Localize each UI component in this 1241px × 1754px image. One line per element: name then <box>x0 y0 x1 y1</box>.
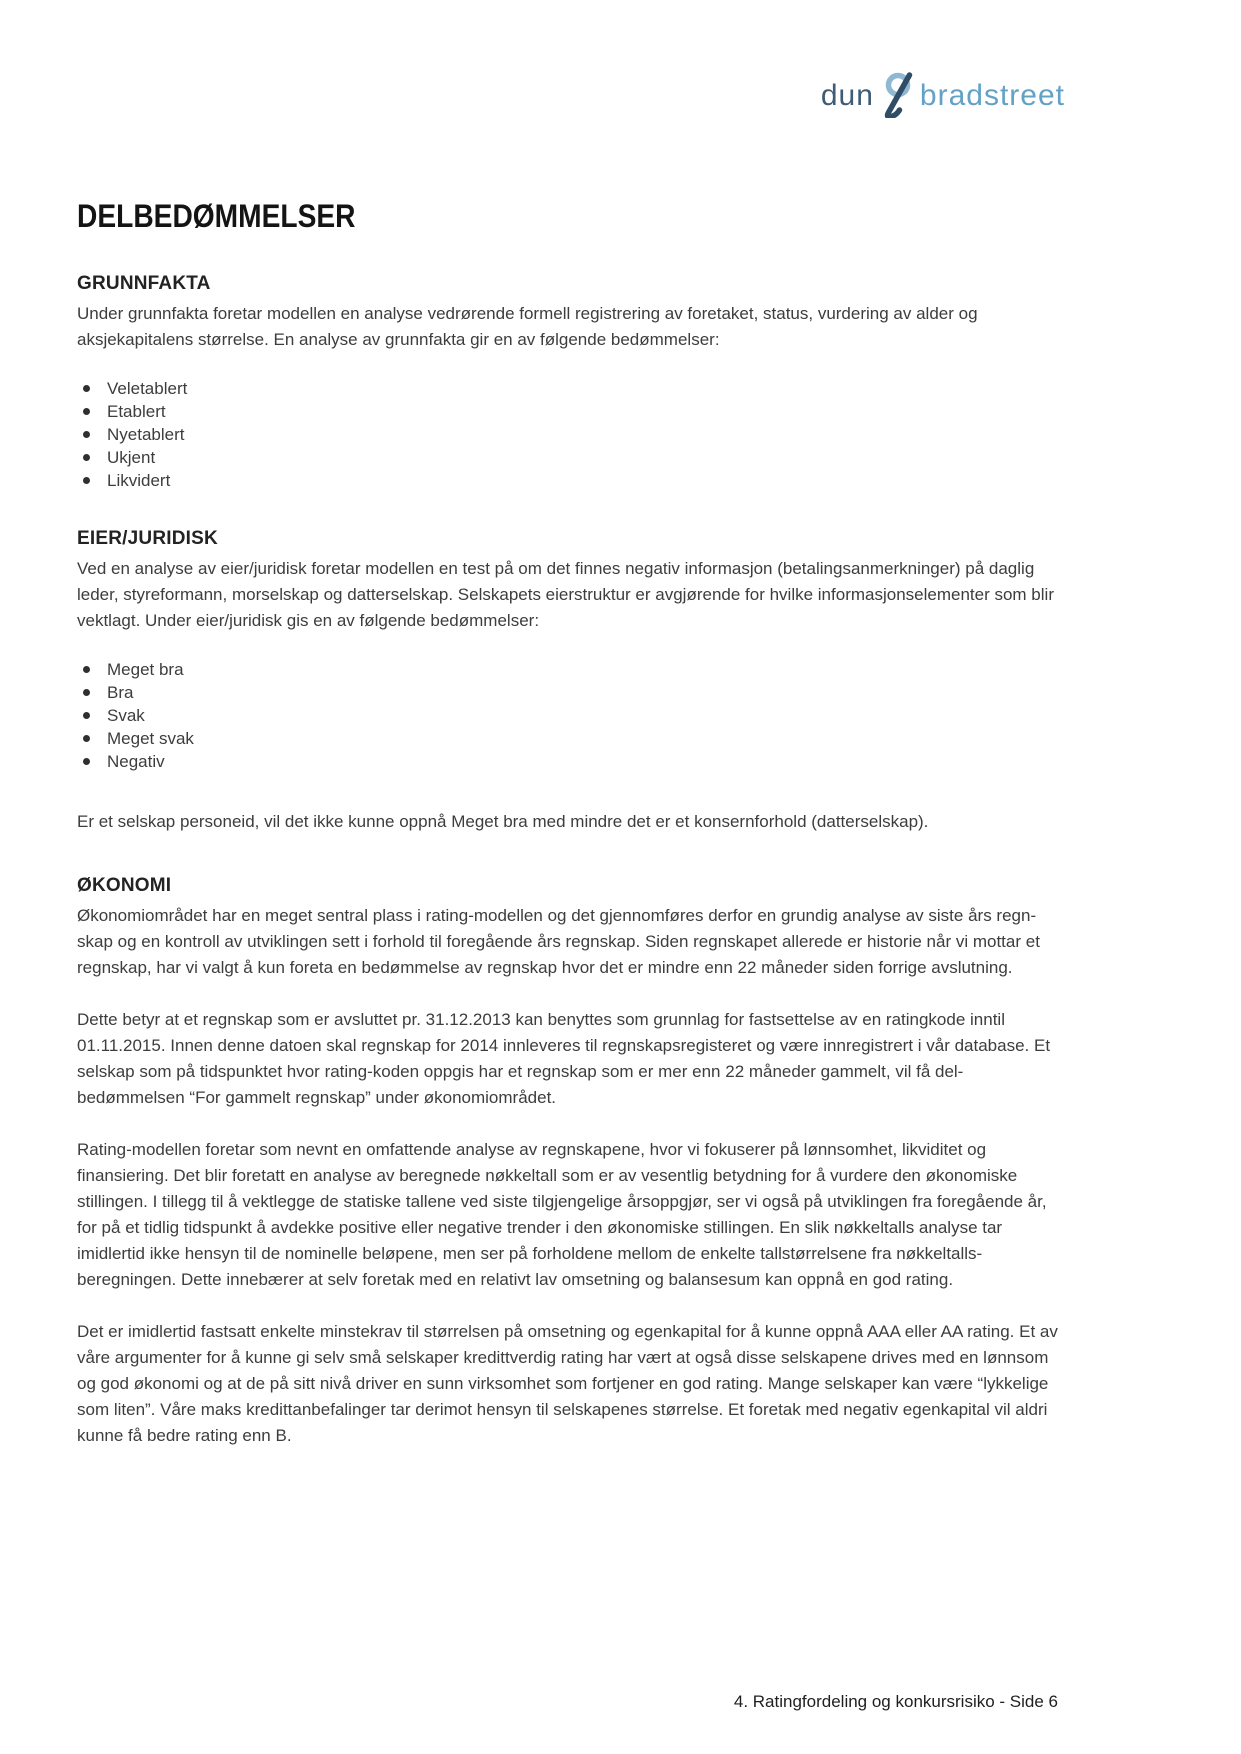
bullet-dot-icon <box>83 431 90 438</box>
section-eier-juridisk <box>77 528 1058 835</box>
okonomi-paragraph: Dette betyr at et regnskap som er avsluttet pr. 31.12.2013 kan benyttes som grunnlag for fastsettelse av en ratingkode inntil 01.11.2015. Innen denne datoen skal regnskap for 2014 innleveres til regnskapsregisteret og være innregistrert i vår database. Et selskap som på tidspunktet hvor rating-koden oppgis har et regnskap som er mer enn 22 måneder gammelt, vil få del- bedømmelsen “For gammelt regnskap” under økonomiområdet. <box>77 1010 1051 1107</box>
bullet-dot-icon <box>83 689 90 696</box>
list-item-label: Svak <box>107 706 145 725</box>
list-item-label: Negativ <box>107 752 165 771</box>
section-grunnfakta <box>77 273 1058 492</box>
ampersand-icon <box>879 72 917 123</box>
list-item <box>81 681 1058 704</box>
list-item <box>81 446 1058 469</box>
list-item <box>81 727 1058 750</box>
logo-text-bradstreet: bradstreet <box>919 78 1065 112</box>
okonomi-paragraph: Det er imidlertid fastsatt enkelte minstekrav til størrelsen på omsetning og egenkapital for å kunne oppnå AAA eller AA rating. Et av våre argumenter for å kunne gi selv små selskaper kredittverdig rating har vært at også disse selskapene drives med en lønnsom og god økonomi og at de på sitt nivå driver en sunn virksomhet som fortjener en god rating. Mange selskaper kan være “lykkelige som liten”. Våre maks kredittanbefalinger tar derimot hensyn til selskapenes størrelse. Et foretak med negativ egenkapital vil aldri kunne få bedre rating enn B. <box>77 1322 1058 1445</box>
page-title-text: DELBEDØMMELSER <box>77 198 356 234</box>
footer-text: 4. Ratingfordeling og konkursrisiko - Side 6 <box>733 1692 1058 1711</box>
grunnfakta-intro: Under grunnfakta foretar modellen en analyse vedrørende formell registrering av foretaket, status, vurdering av alder og aksjekapitalens størrelse. En analyse av grunnfakta gir en av følgende bedømmelser: <box>77 304 978 349</box>
eier-juridisk-intro: Ved en analyse av eier/juridisk foretar modellen en test på om det finnes negativ informasjon (betalingsanmerkninger) på daglig leder, styreformann, morselskap og datterselskap. Selskapets eierstruktur er avgjørende for hvilke informasjonselementer som blir vektlagt. Under eier/juridisk gis en av følgende bedømmelser: <box>77 559 1054 630</box>
bullet-dot-icon <box>83 454 90 461</box>
okonomi-heading: ØKONOMI <box>77 875 172 896</box>
list-item <box>81 377 1058 400</box>
bullet-dot-icon <box>83 477 90 484</box>
document-content <box>0 198 1241 1449</box>
list-item-label: Etablert <box>107 402 166 421</box>
list-item-label: Nyetablert <box>107 425 185 444</box>
list-item <box>81 423 1058 446</box>
list-item-label: Meget bra <box>107 660 184 679</box>
list-item <box>81 750 1058 773</box>
bullet-dot-icon <box>83 758 90 765</box>
bullet-dot-icon <box>83 735 90 742</box>
list-item <box>81 400 1058 423</box>
logo-text-dun: dun <box>820 78 874 112</box>
section-okonomi <box>77 875 1058 1449</box>
okonomi-paragraph: Økonomiområdet har en meget sentral plass i rating-modellen og det gjennomføres derfor en grundig analyse av siste års regn- skap og en kontroll av utviklingen sett i forhold til foregående års regnskap. Siden regnskapet allerede er historie når vi mottar et regnskap, har vi valgt å kun foreta en bedømmelse av regnskap hvor det er mindre enn 22 måneder siden forrige avslutning. <box>77 906 1040 977</box>
page-title <box>77 198 1058 235</box>
grunnfakta-heading: GRUNNFAKTA <box>77 273 211 294</box>
bullet-dot-icon <box>83 408 90 415</box>
grunnfakta-bullet-list <box>77 377 1058 492</box>
list-item-label: Bra <box>107 683 134 702</box>
list-item-label: Likvidert <box>107 471 171 490</box>
eier-juridisk-heading: EIER/JURIDISK <box>77 528 218 549</box>
eier-juridisk-bullet-list <box>77 658 1058 773</box>
list-item <box>81 704 1058 727</box>
dun-bradstreet-logo <box>821 70 1065 121</box>
bullet-dot-icon <box>83 712 90 719</box>
eier-juridisk-note: Er et selskap personeid, vil det ikke kunne oppnå Meget bra med mindre det er et konsernforhold (datterselskap). <box>77 812 929 831</box>
bullet-dot-icon <box>83 666 90 673</box>
list-item <box>81 658 1058 681</box>
list-item-label: Meget svak <box>107 729 194 748</box>
list-item <box>81 469 1058 492</box>
list-item-label: Veletablert <box>107 379 188 398</box>
page-footer <box>734 1692 1058 1712</box>
list-item-label: Ukjent <box>107 448 156 467</box>
okonomi-paragraph: Rating-modellen foretar som nevnt en omfattende analyse av regnskapene, hvor vi fokuserer på lønnsomhet, likviditet og finansiering. Det blir foretatt en analyse av beregnede nøkkeltall som er av vesentlig betydning for å vurdere den økonomiske stillingen. I tillegg til å vektlegge de statiske tallene ved siste tilgjengelige årsoppgjør, ser vi også på utviklingen fra foregående år, for på et tidlig tidspunkt å avdekke positive eller negative trender i den økonomiske stillingen. En slik nøkkeltalls analyse tar imidlertid ikke hensyn til de nominelle beløpene, men ser på forholdene mellom de enkelte tallstørrelsene fra nøkkeltalls- beregningen. Dette innebærer at selv foretak med en relativt lav omsetning og balansesum kan oppnå en god rating. <box>77 1140 1047 1289</box>
bullet-dot-icon <box>83 385 90 392</box>
